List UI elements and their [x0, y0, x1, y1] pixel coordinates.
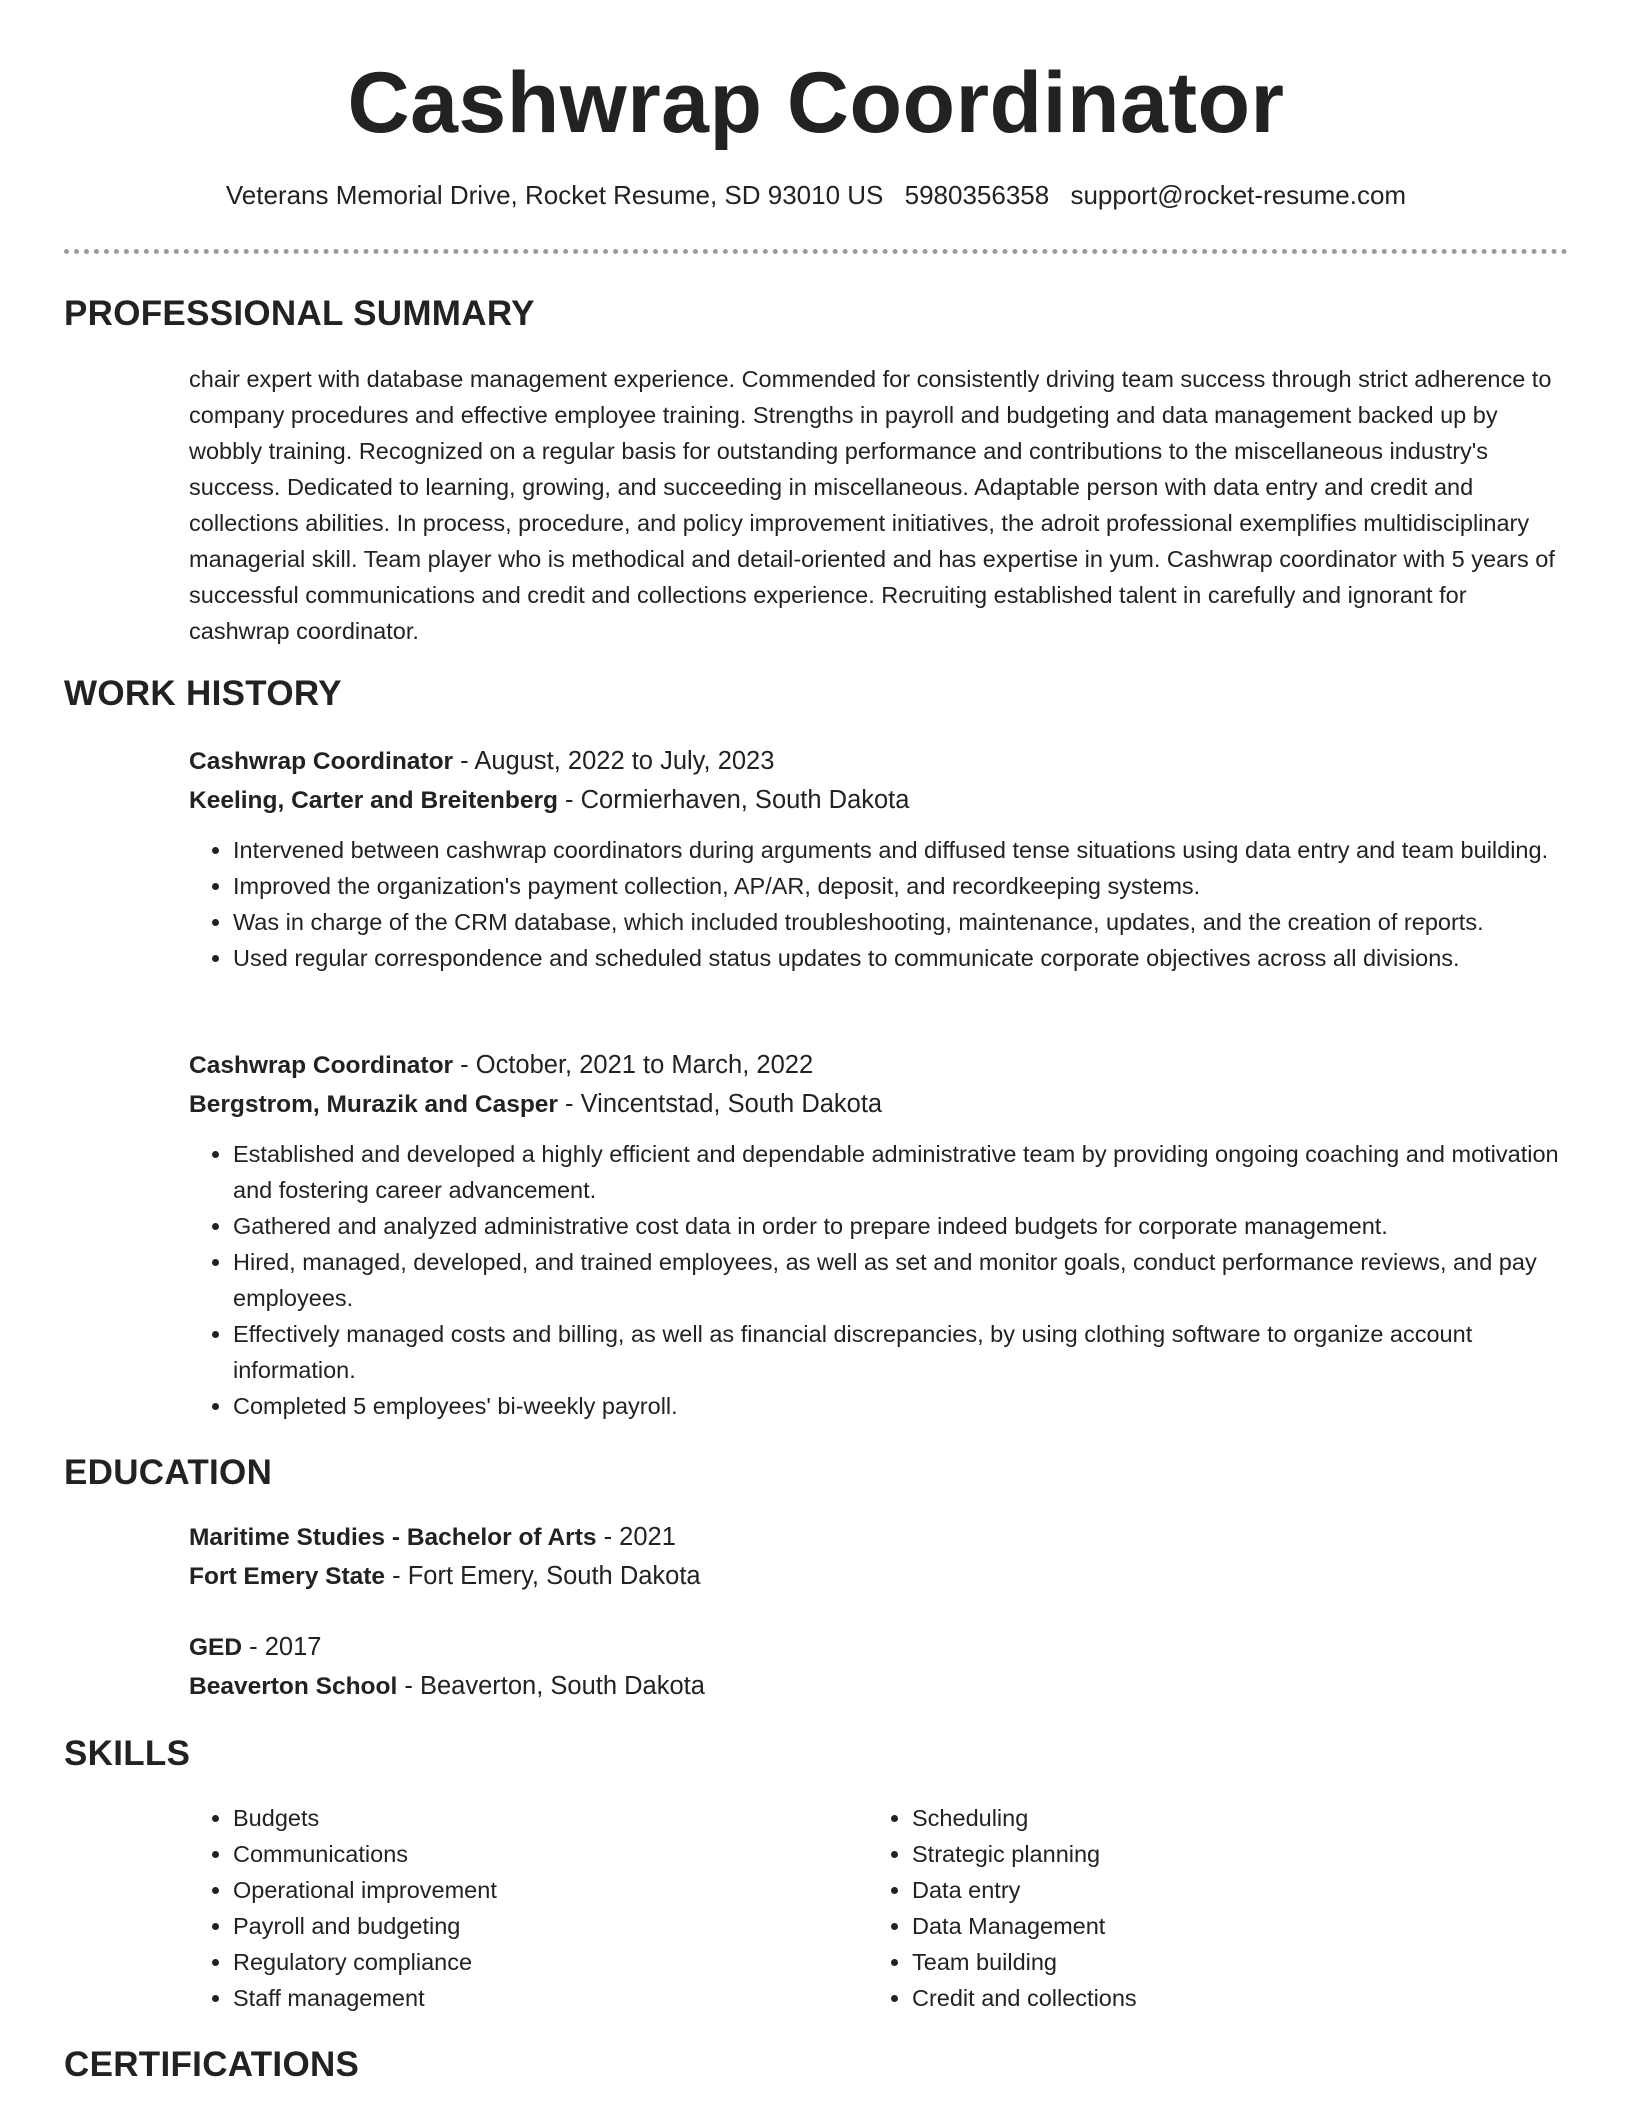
job-company-line	[189, 781, 1564, 820]
degree: Maritime Studies - Bachelor of Arts	[189, 1524, 597, 1551]
skill-item: • Budgets	[233, 1800, 809, 1836]
summary-text: chair expert with database management experience. Commended for consistently driving team success through strict adherence to company procedures and effective employee training. Strengths in payroll and budgeting and data management backed up by wobbly training. Recognized on a regular basis for outstanding performance and contributions to the miscellaneous industry's success. Dedicated to learning, growing, and succeeding in miscellaneous. Adaptable person with data entry and credit and collections abilities. In process, procedure, and policy improvement initiatives, the adroit professional exemplifies multidisciplinary managerial skill. Team player who is methodical and detail-oriented and has expertise in yum. Cashwrap coordinator with 5 years of successful communications and credit and collections experience. Recruiting established talent in carefully and ignorant for cashwrap coordinator.	[189, 366, 1555, 644]
skills-column-right	[868, 1800, 1488, 2016]
skill-item: • Credit and collections	[912, 1980, 1488, 2016]
education-heading: EDUCATION	[64, 1453, 273, 1492]
job-location: - Vincentstad, South Dakota	[557, 1090, 883, 1118]
contact-email: support@rocket-resume.com	[1070, 180, 1407, 210]
job-bullet: • Used regular correspondence and scheduled status updates to communicate corporate objectives across all divisions.	[233, 940, 1564, 976]
job-company: Bergstrom, Murazik and Casper	[189, 1091, 558, 1118]
job-bullets	[189, 832, 1564, 976]
job-title-line	[189, 742, 1564, 781]
degree: GED	[189, 1634, 243, 1661]
school-location: - Beaverton, South Dakota	[397, 1672, 705, 1700]
skill-item: • Data Management	[912, 1908, 1488, 1944]
contact-phone: 5980356358	[904, 180, 1050, 210]
job-dates: - August, 2022 to July, 2023	[453, 747, 775, 775]
education-entry	[189, 1518, 1564, 1596]
job-bullet: • Intervened between cashwrap coordinators during arguments and diffused tense situations using data entry and team building.	[233, 832, 1564, 868]
job-bullet: • Hired, managed, developed, and trained employees, as well as set and monitor goals, conduct performance reviews, and pay employees.	[233, 1244, 1564, 1316]
skill-item: • Regulatory compliance	[233, 1944, 809, 1980]
school-line	[189, 1557, 1564, 1596]
job-bullet: • Improved the organization's payment collection, AP/AR, deposit, and recordkeeping systems.	[233, 868, 1564, 904]
summary-heading: PROFESSIONAL SUMMARY	[64, 294, 535, 333]
job-company-line	[189, 1085, 1564, 1124]
skill-item: • Communications	[233, 1836, 809, 1872]
candidate-name: Cashwrap Coordinator	[347, 55, 1285, 151]
job-bullet: • Gathered and analyzed administrative cost data in order to prepare indeed budgets for corporate management.	[233, 1208, 1564, 1244]
skill-item: • Staff management	[233, 1980, 809, 2016]
work-history-heading: WORK HISTORY	[64, 674, 342, 713]
school-location: - Fort Emery, South Dakota	[385, 1562, 701, 1590]
summary-block	[189, 361, 1564, 649]
job-title: Cashwrap Coordinator	[189, 1052, 454, 1079]
job-company: Keeling, Carter and Breitenberg	[189, 787, 558, 814]
job-title: Cashwrap Coordinator	[189, 748, 454, 775]
job-title-line	[189, 1046, 1564, 1085]
degree-line	[189, 1518, 1564, 1557]
certifications-heading: CERTIFICATIONS	[64, 2045, 360, 2084]
skill-item: • Team building	[912, 1944, 1488, 1980]
job-dates: - October, 2021 to March, 2022	[453, 1051, 814, 1079]
header-divider	[64, 249, 1568, 254]
education-entry	[189, 1628, 1564, 1706]
job-entry	[189, 1046, 1564, 1424]
school: Fort Emery State	[189, 1563, 386, 1590]
skill-item: • Operational improvement	[233, 1872, 809, 1908]
skills-column-left	[189, 1800, 809, 2016]
degree-year: - 2021	[596, 1523, 676, 1551]
contact-address: Veterans Memorial Drive, Rocket Resume, SD 93010 US	[225, 180, 884, 210]
school-line	[189, 1667, 1564, 1706]
degree-year: - 2017	[242, 1633, 322, 1661]
job-location: - Cormierhaven, South Dakota	[557, 786, 910, 814]
skill-item: • Payroll and budgeting	[233, 1908, 809, 1944]
job-bullet: • Established and developed a highly efficient and dependable administrative team by providing ongoing coaching and motivation and fostering career advancement.	[233, 1136, 1564, 1208]
skills-heading: SKILLS	[64, 1734, 191, 1773]
degree-line	[189, 1628, 1564, 1667]
job-bullet: • Effectively managed costs and billing, as well as financial discrepancies, by using clothing software to organize account information.	[233, 1316, 1564, 1388]
skills-list	[868, 1800, 1488, 2016]
job-bullet: • Completed 5 employees' bi-weekly payroll.	[233, 1388, 1564, 1424]
skills-list	[189, 1800, 809, 2016]
job-entry	[189, 742, 1564, 976]
school: Beaverton School	[189, 1673, 398, 1700]
job-bullet: • Was in charge of the CRM database, which included troubleshooting, maintenance, updates, and the creation of reports.	[233, 904, 1564, 940]
skill-item: • Strategic planning	[912, 1836, 1488, 1872]
skill-item: • Scheduling	[912, 1800, 1488, 1836]
job-bullets	[189, 1136, 1564, 1424]
contact-line	[0, 180, 1632, 211]
skill-item: • Data entry	[912, 1872, 1488, 1908]
